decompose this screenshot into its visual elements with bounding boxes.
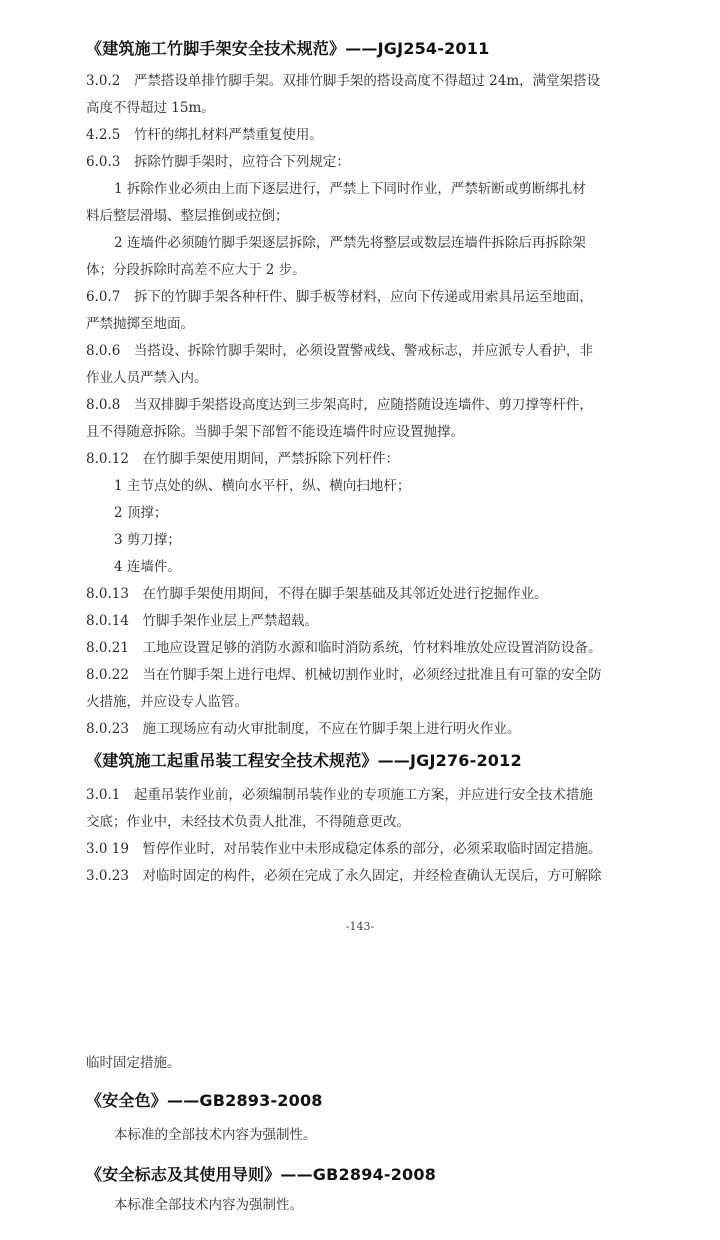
- text-line: 3 剪刀撑；: [114, 532, 181, 548]
- text-line: 8.0.23 施工现场应有动火审批制度，不应在竹脚手架上进行明火作业。: [86, 721, 521, 737]
- text-line: 8.0.12 在竹脚手架使用期间，严禁拆除下列杆件：: [86, 451, 399, 467]
- text-line: 本标准全部技术内容为强制性。: [114, 1197, 303, 1213]
- section-title-jgj276: 《建筑施工起重吊装工程安全技术规范》——JGJ276-2012: [86, 751, 522, 770]
- text-line: 3.0.2 严禁搭设单排竹脚手架。双排竹脚手架的搭设高度不得超过 24m，满堂架搭设: [86, 73, 601, 89]
- text-line: 严禁抛掷至地面。: [86, 316, 194, 332]
- text-line: 2 顶撑；: [114, 505, 168, 521]
- text-line: 3.0.1 起重吊装作业前，必须编制吊装作业的专项施工方案，并应进行安全技术措施: [86, 787, 593, 803]
- text-line: 4.2.5 竹杆的绑扎材料严禁重复使用。: [86, 127, 323, 143]
- text-line: 本标准的全部技术内容为强制性。: [114, 1127, 317, 1143]
- text-line: 料后整层滑塌、整层推倒或拉倒；: [86, 208, 289, 224]
- text-line: 8.0.6 当搭设、拆除竹脚手架时，必须设置警戒线、警戒标志，并应派专人看护，非: [86, 343, 593, 359]
- text-line: 4 连墙件。: [114, 559, 181, 575]
- text-line: 作业人员严禁入内。: [86, 370, 208, 386]
- text-line: 6.0.3 拆除竹脚手架时，应符合下列规定：: [86, 154, 350, 170]
- section-title-gb2894: 《安全标志及其使用导则》——GB2894-2008: [86, 1165, 437, 1184]
- text-line: 1 拆除作业必须由上而下逐层进行，严禁上下同时作业，严禁斩断或剪断绑扎材: [114, 181, 586, 197]
- text-line: 2 连墙件必须随竹脚手架逐层拆除，严禁先将整层或数层连墙件拆除后再拆除架: [114, 235, 586, 251]
- text-line: 交底；作业中，未经技术负责人批准，不得随意更改。: [86, 814, 410, 830]
- section-title-gb2893: 《安全色》——GB2893-2008: [86, 1091, 323, 1110]
- text-line: 火措施，并应设专人监管。: [86, 694, 248, 710]
- section-title-jgj254: 《建筑施工竹脚手架安全技术规范》——JGJ254-2011: [86, 39, 490, 58]
- text-line: 且不得随意拆除。当脚手架下部暂不能设连墙件时应设置抛撑。: [86, 424, 464, 440]
- text-line: 体；分段拆除时高差不应大于 2 步。: [86, 262, 306, 278]
- text-line: 8.0.8 当双排脚手架搭设高度达到三步架高时，应随搭随设连墙件、剪刀撑等杆件，: [86, 397, 593, 413]
- text-line: 高度不得超过 15m。: [86, 100, 215, 116]
- text-line: 1 主节点处的纵、横向水平杆，纵、横向扫地杆；: [114, 478, 411, 494]
- page-number: -143-: [345, 920, 375, 933]
- text-line: 临时固定措施。: [86, 1055, 181, 1071]
- text-line: 6.0.7 拆下的竹脚手架各种杆件、脚手板等材料，应向下传递或用索具吊运至地面，: [86, 289, 593, 305]
- text-line: 8.0.22 当在竹脚手架上进行电焊、机械切割作业时，必须经过批准且有可靠的安全防: [86, 667, 602, 683]
- text-line: 8.0.13 在竹脚手架使用期间，不得在脚手架基础及其邻近处进行挖掘作业。: [86, 586, 548, 602]
- text-line: 3.0 19 暂停作业时，对吊装作业中未形成稳定体系的部分，必须采取临时固定措施。: [86, 841, 602, 857]
- text-line: 8.0.21 工地应设置足够的消防水源和临时消防系统，竹材料堆放处应设置消防设备。: [86, 640, 602, 656]
- text-line: 3.0.23 对临时固定的构件，必须在完成了永久固定，并经检查确认无误后，方可解除: [86, 868, 602, 884]
- text-line: 8.0.14 竹脚手架作业层上严禁超载。: [86, 613, 318, 629]
